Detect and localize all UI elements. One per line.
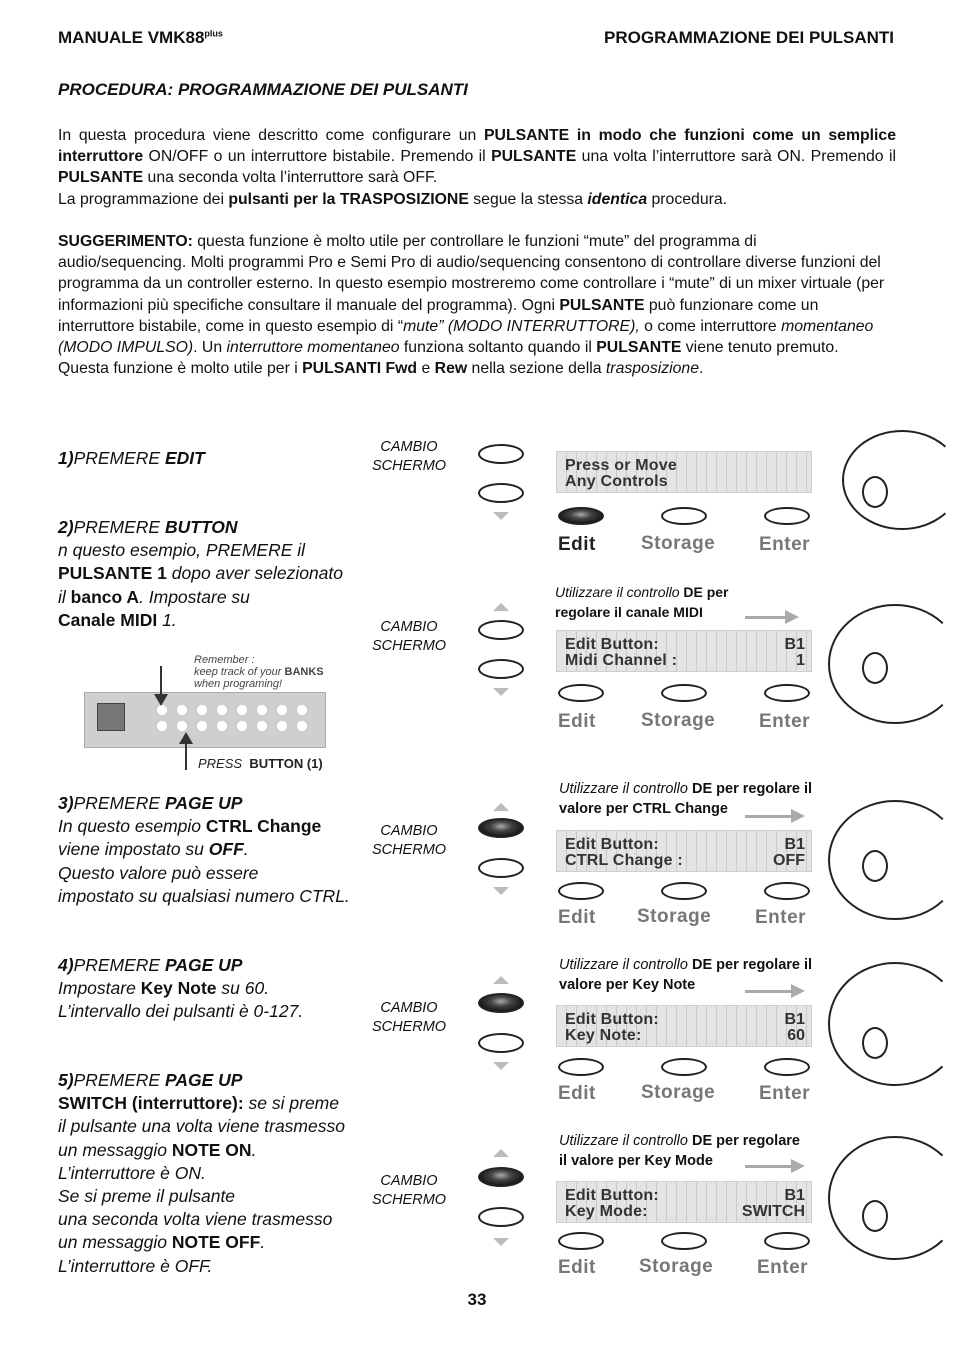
page-down-button[interactable] [478,659,524,679]
enter-label: Enter [757,1257,809,1278]
step-1: 1)PREMERE EDIT [58,448,205,468]
data-entry-knob[interactable] [862,652,888,684]
lcd-display-5: Edit Button: B1 Key Mode: SWITCH [556,1181,812,1223]
page-up-button-pressed[interactable] [478,1167,524,1187]
data-entry-dial-arc [828,800,954,920]
arrow-down-icon [493,688,509,696]
arrow-right-shaft [745,616,785,619]
page-down-button[interactable] [478,1207,524,1227]
edit-button[interactable] [558,1232,604,1250]
header-manual-title [58,28,223,48]
arrow-down-icon [493,512,509,520]
enter-button[interactable] [764,684,810,702]
cambio-schermo-label-5: CAMBIO SCHERMO [371,1173,447,1208]
arrow-right-shaft [745,990,791,993]
cambio-schermo-label-4: CAMBIO SCHERMO [371,1000,447,1035]
arrow-down-icon [493,887,509,895]
edit-label: Edit [558,711,596,732]
header-section-title: PROGRAMMAZIONE DEI PULSANTI [604,28,894,47]
storage-label: Storage [641,1082,716,1103]
arrow-up-icon [493,1149,509,1157]
edit-button[interactable] [558,882,604,900]
arrow-right-icon [791,1159,805,1173]
pointer-arrow-down-shaft [160,666,162,696]
arrow-down-icon [493,1062,509,1070]
step-4: 4)PREMERE PAGE UP Impostare Key Note su 60. L’intervallo dei pulsanti è 0-127. [58,955,304,1022]
pointer-arrow-up-shaft [185,744,187,770]
enter-button[interactable] [764,882,810,900]
panel-button-row-top [155,705,315,715]
manual-superscript: plus [204,28,223,39]
storage-button[interactable] [661,507,707,525]
enter-label: Enter [759,711,811,732]
data-entry-knob[interactable] [862,476,888,508]
step-5: 5)PREMERE PAGE UP SWITCH (interruttore): se si preme il pulsante una volta viene trasmesso un messaggio NOTE ON. L’interruttore è ON. Se si preme il pulsante una seconda volta viene trasmesso un messaggio NOTE OFF. L’interruttore è OFF. [58,1070,345,1276]
edit-label: Edit [558,534,596,555]
data-entry-knob[interactable] [862,850,888,882]
arrow-up-icon [493,803,509,811]
instruction-note-5: Utilizzare il controllo DE per regolare il valore per Key Mode [559,1133,800,1169]
manual-name: MANUALE VMK88 [58,28,205,47]
arrow-right-icon [791,984,805,998]
cambio-schermo-label-2: CAMBIO SCHERMO [371,619,447,654]
panel-body [84,692,326,748]
storage-button[interactable] [661,1058,707,1076]
data-entry-knob[interactable] [862,1027,888,1059]
arrow-right-shaft [745,1165,791,1168]
page-down-button[interactable] [478,858,524,878]
page-down-button[interactable] [478,483,524,503]
page-number: 33 [467,1290,487,1309]
instruction-note-4: Utilizzare il controllo DE per regolare il valore per Key Note [559,957,813,993]
enter-label: Enter [759,534,811,555]
storage-label: Storage [639,1256,714,1277]
edit-button[interactable] [558,684,604,702]
intro-paragraph: In questa procedura viene descritto come configurare un PULSANTE in modo che funzioni come un semplice interruttore ON/OFF o un interruttore bistabile. Premendo il PULSANTE una volta l’interruttore sarà ON. Premendo il PULSANTE una seconda volta l’interruttore sarà OFF. [58,127,896,187]
lcd-display-4: Edit Button: B1 Key Note: 60 [556,1005,812,1047]
remember-note: Remember : keep track of your BANKS when programing! [194,654,324,690]
cambio-schermo-label-3: CAMBIO SCHERMO [371,823,447,858]
intro-transposition-note: La programmazione dei pulsanti per la TRASPOSIZIONE segue la stessa identica procedura. [58,191,728,208]
panel-button-row-bottom [155,721,315,731]
storage-button[interactable] [661,1232,707,1250]
storage-button[interactable] [661,684,707,702]
storage-button[interactable] [661,882,707,900]
edit-button-pressed[interactable] [558,507,604,525]
enter-label: Enter [755,907,807,928]
pointer-arrow-up-icon [179,732,193,744]
arrow-up-icon [493,976,509,984]
data-entry-knob[interactable] [862,1200,888,1232]
procedure-title: PROCEDURA: PROGRAMMAZIONE DEI PULSANTI [58,80,468,99]
press-button-caption: PRESS BUTTON (1) [198,756,323,771]
data-entry-dial-arc [828,604,954,724]
lcd-display-1: Press or Move Any Controls [556,451,812,493]
page-up-button[interactable] [478,620,524,640]
enter-label: Enter [759,1083,811,1104]
enter-button[interactable] [764,507,810,525]
data-entry-dial-arc [828,962,954,1086]
enter-button[interactable] [764,1058,810,1076]
page-up-button[interactable] [478,444,524,464]
enter-button[interactable] [764,1232,810,1250]
data-entry-dial-arc [842,430,954,530]
arrow-right-shaft [745,815,791,818]
edit-label: Edit [558,1257,596,1278]
step-2: 2)PREMERE BUTTON n questo esempio, PREMERE il PULSANTE 1 dopo aver selezionato il banco A. Impostare su Canale MIDI 1. [58,517,343,630]
tip-paragraph: SUGGERIMENTO: questa funzione è molto utile per controllare le funzioni “mute” del programma di audio/sequencing. Molti programmi Pro e Semi Pro di audio/sequencing consentono di controllare diverse funzioni del programma da un controller esterno. In questo esempio mostreremo come controllare i “mute” di un mixer virtuale (per informazioni più specifiche consultare il manuale del programma). Ogni PULSANTE può funzionare come un interruttore bistabile, come in questo esempio di “mute” (MODO INTERRUTTORE), o come interruttore momentaneo (MODO IMPULSO). Un interruttore momentaneo funziona soltanto quando il PULSANTE viene tenuto premuto. Questa funzione è molto utile per i PULSANTI Fwd e Rew nella sezione della trasposizione. [58,233,885,378]
edit-label: Edit [558,907,596,928]
storage-label: Storage [637,906,712,927]
edit-label: Edit [558,1083,596,1104]
panel-display [97,703,125,731]
lcd-display-2: Edit Button: B1 Midi Channel : 1 [556,630,812,672]
page-up-button-pressed[interactable] [478,993,524,1013]
page-up-button-pressed[interactable] [478,818,524,838]
page-down-button[interactable] [478,1033,524,1053]
cambio-schermo-label-1: CAMBIO SCHERMO [371,439,447,474]
step-3: 3)PREMERE PAGE UP In questo esempio CTRL Change viene impostato su OFF. Questo valore può essere impostato su qualsiasi numero CTRL. [58,793,350,906]
storage-label: Storage [641,710,716,731]
arrow-down-icon [493,1238,509,1246]
keyboard-panel-illustration [84,640,374,775]
arrow-up-icon [493,603,509,611]
instruction-note-3: Utilizzare il controllo DE per regolare il valore per CTRL Change [559,781,813,817]
lcd-display-3: Edit Button: B1 CTRL Change : OFF [556,830,812,872]
arrow-right-icon [791,809,805,823]
storage-label: Storage [641,533,716,554]
data-entry-dial-arc [828,1136,954,1260]
arrow-right-icon [785,610,799,624]
pointer-arrow-down-icon [154,694,168,706]
instruction-note-2: Utilizzare il controllo DE per regolare il canale MIDI [555,584,729,620]
edit-button[interactable] [558,1058,604,1076]
